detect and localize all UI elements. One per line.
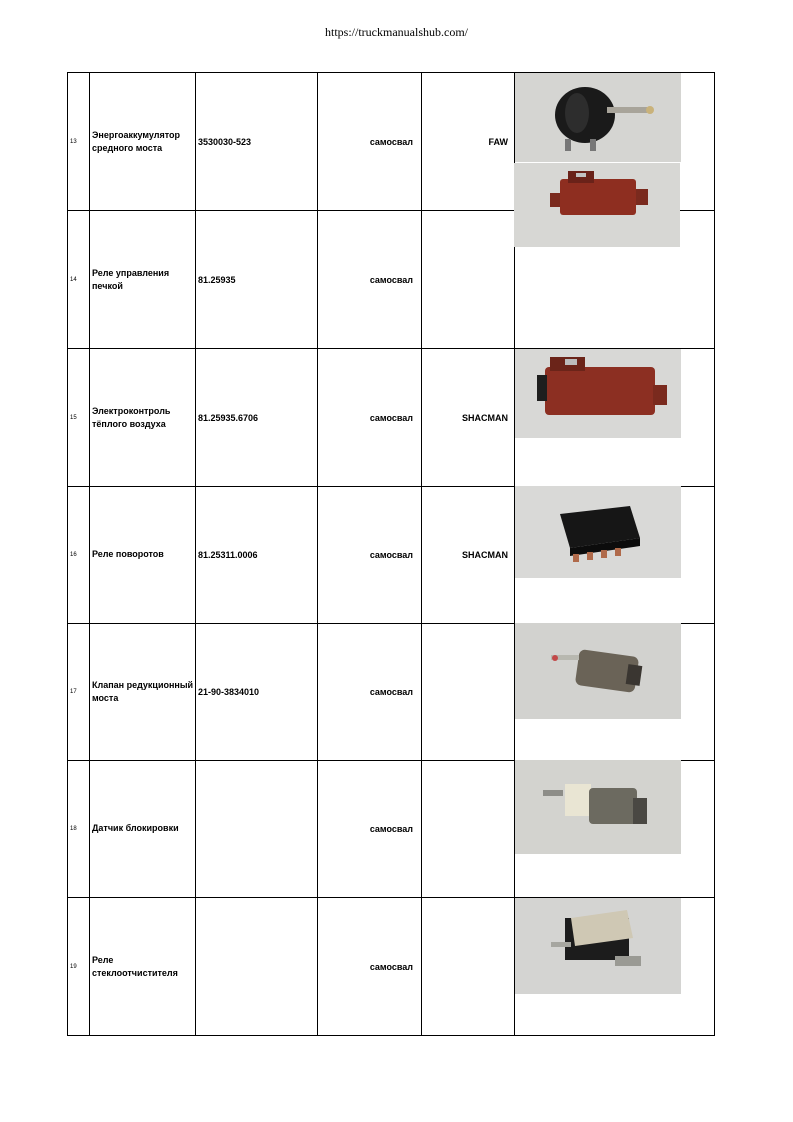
row-number: 18 xyxy=(67,760,89,897)
row-number: 13 xyxy=(67,73,89,210)
part-code: 81.25311.0006 xyxy=(195,486,317,623)
spring-brake-chamber-photo xyxy=(515,73,681,162)
part-name: Клапан редукционный моста xyxy=(89,623,195,760)
part-name: Реле стеклоотчистителя xyxy=(89,898,195,1035)
part-code xyxy=(195,760,317,897)
row-number: 15 xyxy=(67,349,89,486)
page-url: https://truckmanualshub.com/ xyxy=(325,25,468,39)
brand xyxy=(421,211,514,348)
photo-cell xyxy=(514,623,715,760)
photo-cell xyxy=(514,898,715,1035)
warm-air-control-photo xyxy=(515,349,681,438)
vehicle-type: самосвал xyxy=(317,349,421,486)
part-code: 21-90-3834010 xyxy=(195,623,317,760)
vehicle-type: самосвал xyxy=(317,623,421,760)
lock-sensor-photo xyxy=(515,760,681,854)
part-name: Реле управления печкой xyxy=(89,211,195,348)
reducing-valve-photo xyxy=(515,623,681,719)
vehicle-type: самосвал xyxy=(317,73,421,210)
part-name: Реле поворотов xyxy=(89,486,195,623)
photo-cell xyxy=(514,486,715,623)
photo-cell xyxy=(514,760,715,897)
vehicle-type: самосвал xyxy=(317,898,421,1035)
turn-signal-relay-photo xyxy=(515,486,681,578)
parts-table xyxy=(67,72,715,1035)
vehicle-type: самосвал xyxy=(317,211,421,348)
part-code: 81.25935 xyxy=(195,211,317,348)
brand: SHACMAN xyxy=(421,486,514,623)
part-code xyxy=(195,898,317,1035)
vehicle-type: самосвал xyxy=(317,486,421,623)
brand xyxy=(421,760,514,897)
part-name: Электроконтроль тёплого воздуха xyxy=(89,349,195,486)
heater-relay-photo xyxy=(514,163,680,247)
photo-cell xyxy=(514,349,715,486)
wiper-relay-photo xyxy=(515,898,681,994)
brand xyxy=(421,898,514,1035)
brand: SHACMAN xyxy=(421,349,514,486)
table-row xyxy=(67,898,715,1036)
brand xyxy=(421,623,514,760)
table-row xyxy=(67,623,715,761)
row-number: 14 xyxy=(67,211,89,348)
row-number: 19 xyxy=(67,898,89,1035)
table-row xyxy=(67,760,715,898)
row-number: 16 xyxy=(67,486,89,623)
part-code: 81.25935.6706 xyxy=(195,349,317,486)
part-code: 3530030-523 xyxy=(195,73,317,210)
table-row xyxy=(67,486,715,624)
part-name: Датчик блокировки xyxy=(89,760,195,897)
row-number: 17 xyxy=(67,623,89,760)
vehicle-type: самосвал xyxy=(317,760,421,897)
table-row xyxy=(67,349,715,487)
part-name: Энергоаккумулятор средного моста xyxy=(89,73,195,210)
brand: FAW xyxy=(421,73,514,210)
